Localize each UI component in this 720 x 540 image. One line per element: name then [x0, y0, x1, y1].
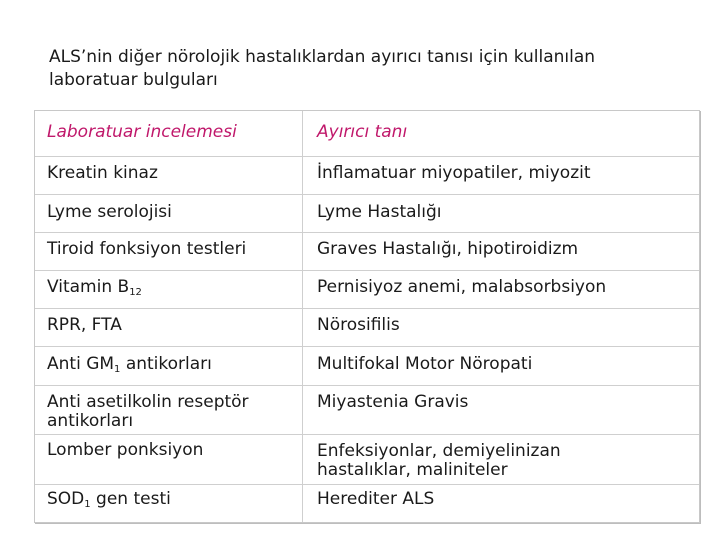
cell-diagnosis: Enfeksiyonlar, demiyelinizan hastalıklar, maliniteler [317, 441, 561, 480]
cell-diagnosis: Graves Hastalığı, hipotiroidizm [317, 239, 579, 259]
cell-diagnosis: Lyme Hastalığı [317, 202, 442, 222]
cell-test: Anti asetilkolin reseptör antikorları [47, 392, 249, 431]
cell-diagnosis: İnflamatuar miyopatiler, miyozit [317, 163, 591, 183]
table-row [35, 485, 699, 522]
cell-test: Lomber ponksiyon [47, 440, 204, 460]
table-row [35, 195, 699, 233]
header-differential-diagnosis: Ayırıcı tanı [317, 122, 408, 142]
lab-findings-table [34, 110, 700, 523]
cell-test: Vitamin $B_{12}$ [47, 277, 142, 298]
table-row [35, 435, 699, 485]
page-title: ALS’nin diğer nörolojik hastalıklardan ayırıcı tanısı için kullanılan laboratuar bulguları [49, 47, 596, 90]
table-row [35, 386, 699, 435]
cell-test: RPR, FTA [47, 315, 122, 335]
cell-test: $SOD_1$ gen testi [47, 489, 171, 510]
cell-test: Anti $GM_1$ antikorları [47, 354, 212, 375]
cell-diagnosis: Multifokal Motor Nöropati [317, 354, 533, 374]
cell-test: Lyme serolojisi [47, 202, 172, 222]
table-row [35, 347, 699, 386]
table-row [35, 271, 699, 309]
table-row [35, 309, 699, 347]
table-header-row [35, 111, 699, 157]
table-row [35, 157, 699, 195]
header-lab-test: Laboratuar incelemesi [47, 122, 237, 142]
cell-diagnosis: Miyastenia Gravis [317, 392, 469, 412]
cell-test: Kreatin kinaz [47, 163, 158, 183]
table-row [35, 233, 699, 271]
cell-diagnosis: Pernisiyoz anemi, malabsorbsiyon [317, 277, 607, 297]
cell-diagnosis: Herediter ALS [317, 489, 435, 509]
cell-diagnosis: Nörosifilis [317, 315, 400, 335]
cell-test: Tiroid fonksiyon testleri [47, 239, 247, 259]
